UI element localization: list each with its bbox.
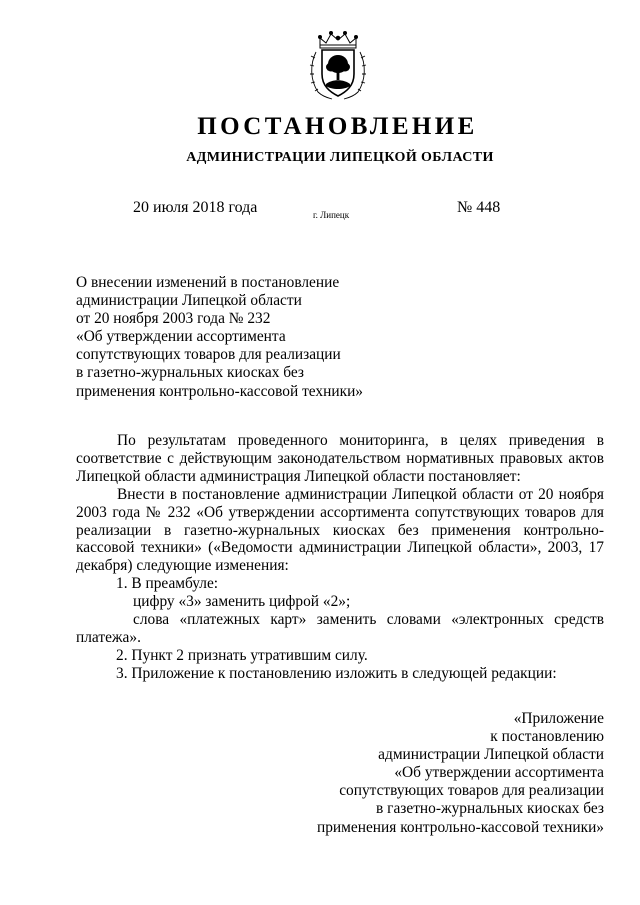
appendix-line: к постановлению — [490, 728, 604, 746]
document-body — [76, 432, 604, 683]
appendix-line: администрации Липецкой области — [378, 746, 604, 764]
intro-paragraph: По результатам проведенного мониторинга, в целях приведения в соответствие с действующим законодательством нормативных правовых актов Липецкой области администрация Липецкой области постановляет: — [76, 432, 604, 485]
document-number: № 448 — [457, 199, 501, 216]
appendix-line: сопутствующих товаров для реализации — [339, 782, 604, 800]
list-item-1-sub-a: цифру «3» заменить цифрой «2»; — [133, 593, 351, 611]
list-item-3: 3. Приложение к постановлению изложить в следующей редакции: — [116, 664, 557, 682]
appendix-line: в газетно-журнальных киосках без — [376, 800, 604, 818]
coat-of-arms-icon — [306, 30, 370, 102]
subject-line: О внесении изменений в постановление — [76, 274, 340, 291]
subject-line: сопутствующих товаров для реализации — [76, 346, 341, 364]
appendix-line: применения контрольно-кассовой техники» — [317, 818, 604, 836]
document-title: ПОСТАНОВЛЕНИЕ — [197, 113, 478, 140]
appendix-line: «Приложение — [513, 710, 604, 727]
document-date: 20 июля 2018 года — [133, 199, 258, 216]
subject-line: в газетно-журнальных киосках без — [76, 364, 304, 382]
subject-line: от 20 ноября 2003 года № 232 — [76, 310, 271, 328]
list-item-2: 2. Пункт 2 признать утратившим силу. — [116, 646, 368, 664]
list-item-1: 1. В преамбуле: — [116, 575, 219, 593]
appendix-header — [317, 710, 604, 837]
list-item-1-sub-b: слова «платежных карт» заменить словами «электронных средств платежа». — [76, 611, 604, 646]
issuing-authority: АДМИНИСТРАЦИИ ЛИПЕЦКОЙ ОБЛАСТИ — [186, 150, 494, 165]
main-paragraph: Внести в постановление администрации Липецкой области от 20 ноября 2003 года № 232 «Об утверждении ассортимента сопутствующих товаров для реализации в газетно-журнальных киосках без применения контрольно-кассовой техники» («Ведомости администрации Липецкой области», 2003, 17 декабря) следующие изменения: — [76, 485, 604, 575]
subject-line: «Об утверждении ассортимента — [76, 328, 286, 346]
document-subject — [76, 274, 363, 401]
subject-line: администрации Липецкой области — [76, 292, 302, 310]
subject-line: применения контрольно-кассовой техники» — [76, 382, 363, 400]
document-city: г. Липецк — [313, 210, 350, 220]
appendix-line: «Об утверждении ассортимента — [394, 764, 604, 782]
